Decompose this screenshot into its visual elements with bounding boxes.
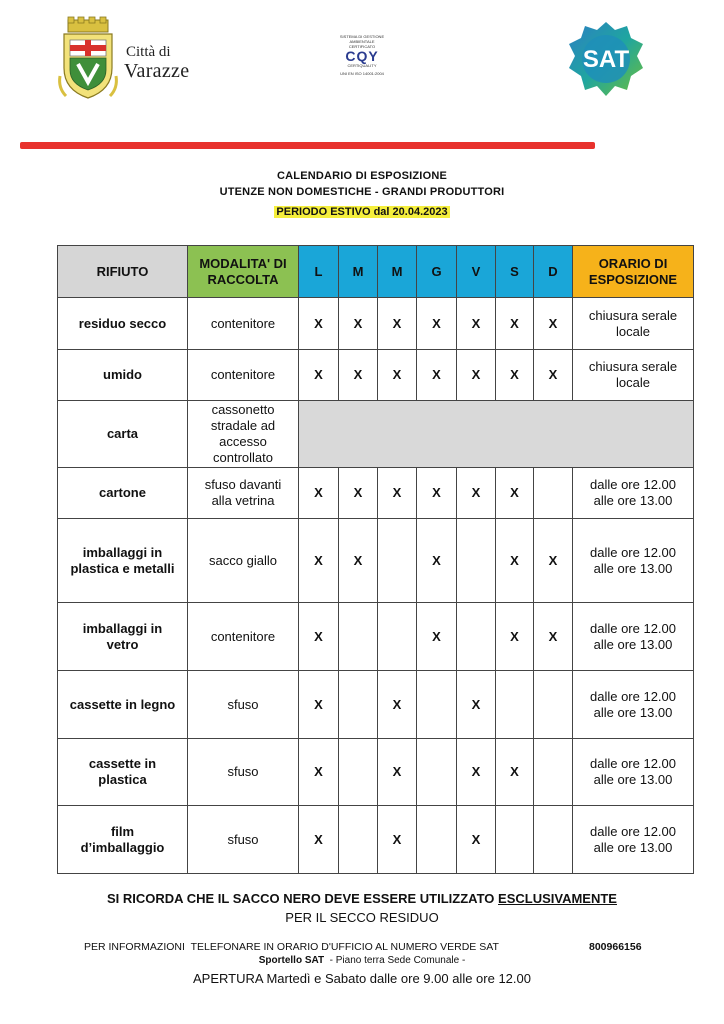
cell-day-fri: [457, 603, 496, 671]
cell-day-wed: X: [378, 739, 417, 806]
cell-modalita: contenitore: [188, 350, 299, 401]
cell-day-wed: X: [378, 671, 417, 739]
cell-day-sun: [534, 468, 573, 519]
cell-day-mon: X: [299, 468, 339, 519]
header-day-sun: D: [534, 246, 573, 298]
cell-day-sun: X: [534, 350, 573, 401]
reminder-line2: PER IL SECCO RESIDUO: [285, 910, 439, 925]
cell-day-mon: X: [299, 519, 339, 603]
sat-logo: [567, 20, 645, 98]
cell-day-mon: X: [299, 739, 339, 806]
cell-day-tue: X: [339, 468, 378, 519]
table-row: [58, 298, 694, 350]
apertura-label: APERTURA: [193, 971, 263, 986]
cell-day-tue: X: [339, 519, 378, 603]
cell-modalita: sfuso: [188, 806, 299, 874]
cell-rifiuto: cartone: [58, 468, 188, 519]
table-row: [58, 401, 694, 468]
header-divider: [20, 142, 595, 149]
cell-day-thu: [417, 671, 457, 739]
cell-day-tue: X: [339, 350, 378, 401]
header-day-thu: G: [417, 246, 457, 298]
cell-day-fri: X: [457, 806, 496, 874]
cell-modalita: sfuso: [188, 671, 299, 739]
header-day-mon: L: [299, 246, 339, 298]
cell-orario: chiusura serale locale: [573, 350, 694, 401]
cell-orario: dalle ore 12.00 alle ore 13.00: [573, 806, 694, 874]
title-period-wrapper: [0, 202, 724, 220]
cell-modalita: contenitore: [188, 603, 299, 671]
cell-modalita: sfuso: [188, 739, 299, 806]
sportello-location: - Piano terra Sede Comunale -: [324, 955, 466, 966]
table-row: [58, 350, 694, 401]
cell-day-sun: X: [534, 603, 573, 671]
cell-day-tue: [339, 603, 378, 671]
sportello-label: Sportello SAT: [258, 955, 325, 966]
varazze-crest-icon: [56, 16, 120, 102]
cert-small-top: SISTEMA DI GESTIONE AMBIENTALE CERTIFICATO: [339, 34, 385, 49]
cell-rifiuto: residuo secco: [58, 298, 188, 350]
cell-day-wed: X: [378, 806, 417, 874]
cell-modalita: sacco giallo: [188, 519, 299, 603]
cell-day-sat: [496, 671, 534, 739]
header-rifiuto: RIFIUTO: [58, 246, 188, 298]
cert-small-bottom: CERTIQUALITY: [347, 63, 377, 68]
cert-brand: CQY: [345, 48, 379, 64]
cell-day-tue: X: [339, 298, 378, 350]
cell-day-sat: X: [496, 350, 534, 401]
cell-rifiuto: cassette in plastica: [58, 739, 188, 806]
header-day-sat: S: [496, 246, 534, 298]
table-row: [58, 468, 694, 519]
cell-day-thu: [417, 739, 457, 806]
cell-day-sat: X: [496, 468, 534, 519]
cell-day-thu: X: [417, 298, 457, 350]
cell-day-mon: X: [299, 671, 339, 739]
cell-day-thu: X: [417, 468, 457, 519]
cell-day-wed: [378, 519, 417, 603]
cell-day-sun: X: [534, 298, 573, 350]
cell-day-fri: X: [457, 350, 496, 401]
cell-day-sun: X: [534, 519, 573, 603]
cell-orario: dalle ore 12.00 alle ore 13.00: [573, 468, 694, 519]
cell-orario: dalle ore 12.00 alle ore 13.00: [573, 603, 694, 671]
apertura-text: Martedì e Sabato dalle ore 9.00 alle ore 12.00: [262, 971, 531, 986]
cell-rifiuto: umido: [58, 350, 188, 401]
cell-day-fri: [457, 519, 496, 603]
cell-day-fri: X: [457, 468, 496, 519]
cell-day-sun: [534, 671, 573, 739]
municipality-line1: Città di: [126, 44, 171, 60]
apertura-line: [0, 971, 724, 986]
table-row: [58, 806, 694, 874]
cell-day-sat: X: [496, 298, 534, 350]
cell-day-wed: X: [378, 298, 417, 350]
cell-day-tue: [339, 739, 378, 806]
cell-day-mon: X: [299, 603, 339, 671]
cell-day-sat: X: [496, 519, 534, 603]
title-users: UTENZE NON DOMESTICHE - GRANDI PRODUTTORI: [219, 186, 505, 198]
reminder-line1: [0, 891, 724, 906]
table-row: [58, 739, 694, 806]
municipality-line2: Varazze: [124, 60, 190, 82]
cell-day-mon: X: [299, 350, 339, 401]
cell-day-thu: X: [417, 603, 457, 671]
cell-day-sat: X: [496, 603, 534, 671]
cell-day-wed: [378, 603, 417, 671]
cell-day-fri: X: [457, 671, 496, 739]
cell-day-thu: [417, 806, 457, 874]
header-day-tue: M: [339, 246, 378, 298]
cell-day-sun: [534, 739, 573, 806]
cell-orario: dalle ore 12.00 alle ore 13.00: [573, 671, 694, 739]
cell-rifiuto: imballaggi in vetro: [58, 603, 188, 671]
cell-rifiuto: imballaggi in plastica e metalli: [58, 519, 188, 603]
cell-day-fri: X: [457, 298, 496, 350]
table-row: [58, 603, 694, 671]
cell-day-mon: X: [299, 806, 339, 874]
cell-day-tue: [339, 806, 378, 874]
cell-day-wed: X: [378, 350, 417, 401]
certification-logo: [336, 34, 388, 80]
title-calendar: CALENDARIO DI ESPOSIZIONE: [276, 170, 448, 182]
reminder-text: SI RICORDA CHE IL SACCO NERO DEVE ESSERE UTILIZZATO: [107, 891, 499, 906]
cell-day-fri: X: [457, 739, 496, 806]
cell-day-sat: [496, 806, 534, 874]
cell-modalita: contenitore: [188, 298, 299, 350]
header-day-fri: V: [457, 246, 496, 298]
cell-day-sat: X: [496, 739, 534, 806]
cell-day-thu: X: [417, 519, 457, 603]
title-period: PERIODO ESTIVO dal 20.04.2023: [276, 206, 448, 218]
table-header-row: [58, 246, 694, 298]
sat-logo-text: SAT: [582, 46, 630, 73]
table-body: [58, 298, 694, 874]
cell-orario: chiusura serale locale: [573, 298, 694, 350]
table-row: [58, 519, 694, 603]
cell-not-scheduled: [299, 401, 694, 468]
table-row: [58, 671, 694, 739]
cell-day-mon: X: [299, 298, 339, 350]
header-day-wed: M: [378, 246, 417, 298]
info-line: PER INFORMAZIONI TELEFONARE IN ORARIO D'UFFICIO AL NUMERO VERDE SAT: [84, 941, 499, 953]
cell-day-wed: X: [378, 468, 417, 519]
cell-day-thu: X: [417, 350, 457, 401]
cell-modalita: cassonetto stradale ad accesso controllato: [188, 401, 299, 468]
cell-modalita: sfuso davanti alla vetrina: [188, 468, 299, 519]
cell-orario: dalle ore 12.00 alle ore 13.00: [573, 739, 694, 806]
cell-day-tue: [339, 671, 378, 739]
reminder-emphasis: ESCLUSIVAMENTE: [498, 891, 617, 906]
sportello-line: [0, 955, 724, 966]
cell-day-sun: [534, 806, 573, 874]
cell-orario: dalle ore 12.00 alle ore 13.00: [573, 519, 694, 603]
header-modalita: MODALITA' DI RACCOLTA: [188, 246, 299, 298]
cell-rifiuto: film d’imballaggio: [58, 806, 188, 874]
schedule-table: [57, 245, 694, 874]
varazze-logo: [56, 16, 206, 102]
cert-iso: UNI EN ISO 14001:2004: [340, 71, 384, 76]
header-orario: ORARIO DI ESPOSIZIONE: [573, 246, 694, 298]
cell-rifiuto: carta: [58, 401, 188, 468]
info-phone: 800966156: [589, 941, 642, 953]
cell-rifiuto: cassette in legno: [58, 671, 188, 739]
